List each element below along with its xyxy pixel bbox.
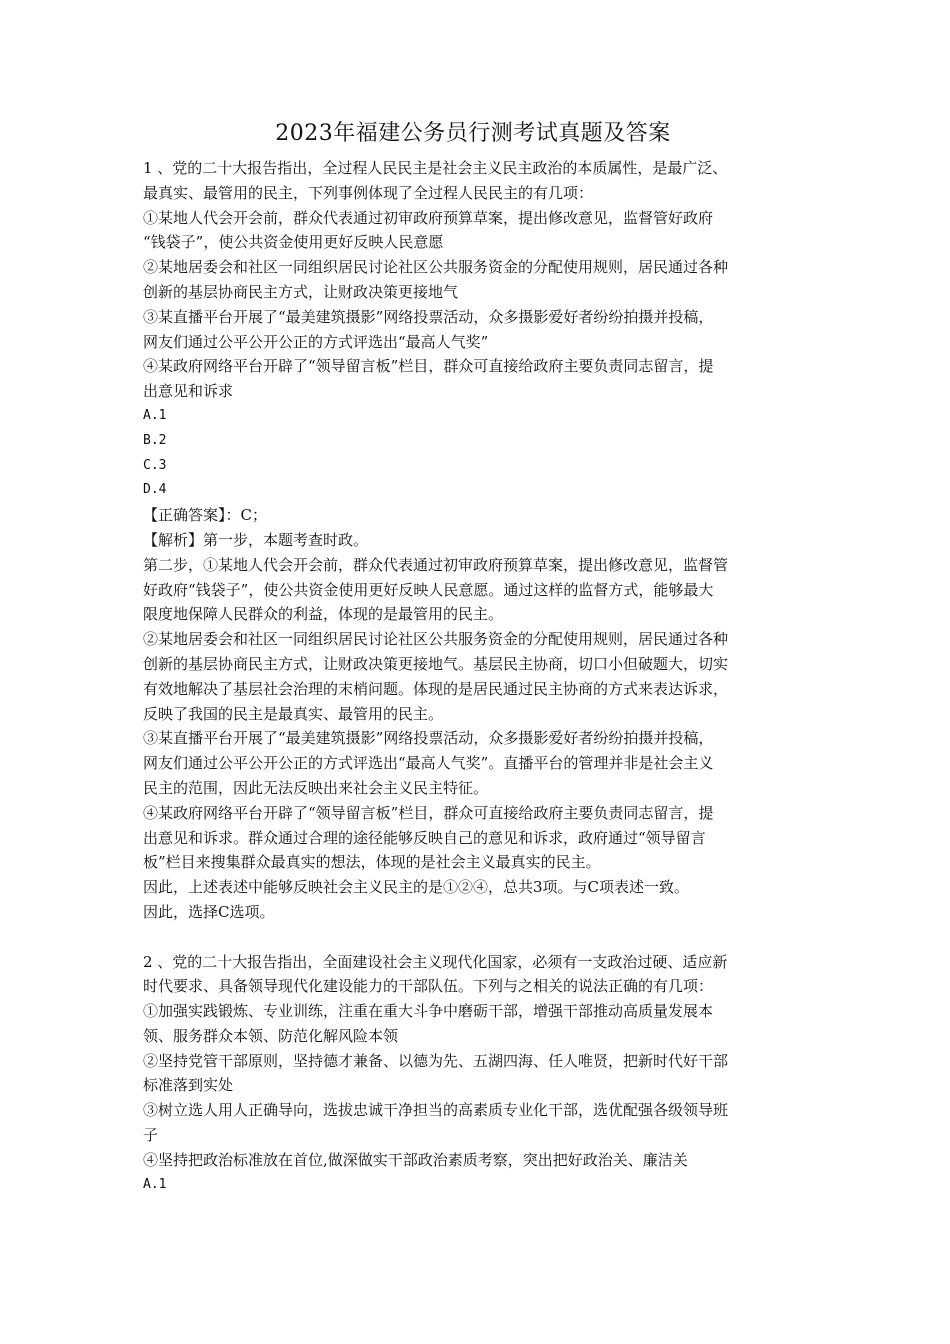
analysis-line: 【解析】第一步，本题考查时政。	[143, 530, 369, 549]
analysis-line: 网友们通过公平公开公正的方式评选出“最高人气奖”。直播平台的管理并非是社会主义	[143, 754, 714, 773]
question-item: “钱袋子”，使公共资金使用更好反映人民意愿	[143, 233, 444, 252]
question-item: ②某地居委会和社区一同组织居民讨论社区公共服务资金的分配使用规则，居民通过各种	[143, 258, 729, 277]
document-page	[143, 118, 803, 1197]
analysis-line: 好政府“钱袋子”，使公共资金使用更好反映人民意愿。通过这样的监督方式，能够最大	[143, 580, 714, 599]
answer-option-b: B.2	[143, 432, 167, 448]
question-item: 创新的基层协商民主方式，让财政决策更接地气	[143, 282, 459, 301]
question-item: ①加强实践锻炼、专业训练，注重在重大斗争中磨砺干部，增强干部推动高质量发展本	[143, 1002, 714, 1021]
question-2	[143, 950, 803, 1198]
question-stem: 时代要求、具备领导现代化建设能力的干部队伍。下列与之相关的说法正确的有几项：	[143, 977, 714, 996]
analysis-line: 限度地保障人民群众的利益，体现的是最管用的民主。	[143, 605, 504, 624]
correct-answer: 【正确答案】：C；	[143, 506, 267, 525]
analysis-line: ③某直播平台开展了“最美建筑摄影”网络投票活动，众多摄影爱好者纷纷拍摄并投稿，	[143, 729, 714, 748]
answer-option-d: D.4	[143, 482, 167, 498]
analysis-line: 创新的基层协商民主方式，让财政决策更接地气。基层民主协商，切口小但破题大，切实	[143, 654, 729, 673]
analysis-line: 有效地解决了基层社会治理的末梢问题。体现的是居民通过民主协商的方式来表达诉求，	[143, 679, 729, 698]
analysis-line: ②某地居委会和社区一同组织居民讨论社区公共服务资金的分配使用规则，居民通过各种	[143, 630, 729, 649]
question-item: ①某地人代会开会前，群众代表通过初审政府预算草案，提出修改意见，监督管好政府	[143, 208, 714, 227]
question-item: ③树立选人用人正确导向，选拔忠诚干净担当的高素质专业化干部，选优配强各级领导班	[143, 1101, 729, 1120]
question-item: 领、服务群众本领、防范化解风险本领	[143, 1026, 399, 1045]
question-1	[143, 156, 803, 925]
question-item: 子	[143, 1126, 159, 1145]
question-item: ④某政府网络平台开辟了“领导留言板”栏目，群众可直接给政府主要负责同志留言，提	[143, 357, 714, 376]
question-item: ④坚持把政治标准放在首位,做深做实干部政治素质考察，突出把好政治关、廉洁关	[143, 1150, 688, 1169]
analysis-line: 第二步，①某地人代会开会前，群众代表通过初审政府预算草案，提出修改意见，监督管	[143, 555, 729, 574]
document-title: 2023年福建公务员行测考试真题及答案	[275, 121, 671, 146]
analysis-line: ④某政府网络平台开辟了“领导留言板”栏目，群众可直接给政府主要负责同志留言，提	[143, 803, 714, 822]
paragraph-gap	[143, 925, 803, 950]
answer-option-c: C.3	[143, 457, 167, 473]
analysis-line: 反映了我国的民主是最真实、最管用的民主。	[143, 704, 444, 723]
question-item: 标准落到实处	[143, 1076, 234, 1095]
analysis-line: 板”栏目来搜集群众最真实的想法，体现的是社会主义最真实的民主。	[143, 853, 601, 872]
question-stem: 2 、党的二十大报告指出，全面建设社会主义现代化国家，必须有一支政治过硬、适应新	[143, 952, 728, 971]
analysis-line: 因此，选择C选项。	[143, 902, 275, 921]
answer-option-a: A.1	[143, 407, 167, 423]
question-stem: 1 、党的二十大报告指出，全过程人民民主是社会主义民主政治的本质属性，是最广泛、	[143, 159, 728, 177]
question-item: ③某直播平台开展了“最美建筑摄影”网络投票活动，众多摄影爱好者纷纷拍摄并投稿，	[143, 307, 714, 326]
question-item: ②坚持党管干部原则，坚持德才兼备、以德为先、五湖四海、任人唯贤，把新时代好干部	[143, 1051, 729, 1070]
question-item: 网友们通过公平公开公正的方式评选出“最高人气奖”	[143, 332, 489, 351]
question-item: 出意见和诉求	[143, 382, 234, 401]
question-stem: 最真实、最管用的民主，下列事例体现了全过程人民民主的有几项：	[143, 183, 594, 202]
analysis-line: 民主的范围，因此无法反映出来社会主义民主特征。	[143, 778, 489, 797]
analysis-line: 因此，上述表述中能够反映社会主义民主的是①②④，总共3项。与C项表述一致。	[143, 878, 690, 897]
analysis-line: 出意见和诉求。群众通过合理的途径能够反映自己的意见和诉求，政府通过“领导留言	[143, 828, 706, 847]
answer-option-a: A.1	[143, 1176, 167, 1192]
